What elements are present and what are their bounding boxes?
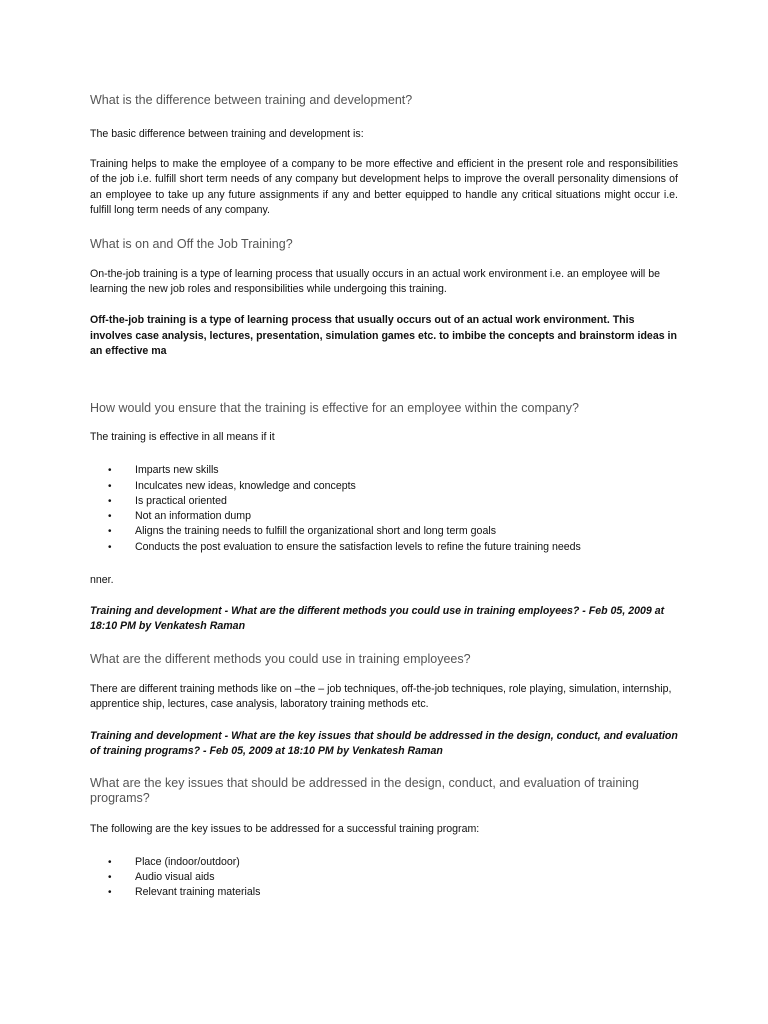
list-item-text: Imparts new skills bbox=[135, 464, 219, 477]
paragraph-training-methods: There are different training methods like on –the – job techniques, off-the-job techniques, role playing, simulation, internship, apprentice ship, lectures, case analysis, laboratory training methods etc. bbox=[90, 682, 672, 710]
list-item bbox=[108, 855, 678, 870]
list-item-text: Aligns the training needs to fulfill the organizational short and long term goals bbox=[135, 525, 496, 538]
list-item bbox=[108, 463, 678, 478]
list-item-text: Place (indoor/outdoor) bbox=[135, 855, 240, 868]
bullet-icon: • bbox=[108, 541, 112, 553]
list-item-text: Conducts the post evaluation to ensure the satisfaction levels to refine the future training needs bbox=[135, 540, 581, 553]
paragraph-off-the-job: Off-the-job training is a type of learning process that usually occurs out of an actual work environment. This involves case analysis, lectures, presentation, simulation games etc. to imbibe the concepts and brainstorm ideas in an effective ma bbox=[90, 314, 677, 357]
list-item bbox=[108, 540, 678, 555]
heading-training-methods: What are the different methods you could use in training employees? bbox=[90, 651, 471, 666]
paragraph-training-vs-development-body: Training helps to make the employee of a company to be more effective and efficient in the present role and responsibilities of the job i.e. fulfill short term needs of any company but development helps to improve the overall personality dimensions of an employee to take up any future assignments if any and better equipped to handle any critical situations might occur i.e. fulfill long term needs of any company. bbox=[90, 158, 678, 216]
bullet-icon: • bbox=[108, 887, 112, 899]
bullet-icon: • bbox=[108, 511, 112, 523]
paragraph-basic-difference-intro: The basic difference between training and development is: bbox=[90, 128, 364, 140]
list-item-text: Relevant training materials bbox=[135, 886, 261, 899]
list-item bbox=[108, 870, 678, 885]
list-item bbox=[108, 524, 678, 539]
document-page bbox=[90, 93, 678, 901]
list-item-text: Audio visual aids bbox=[135, 870, 215, 883]
paragraph-effective-intro: The training is effective in all means if it bbox=[90, 431, 275, 444]
bullet-icon: • bbox=[108, 480, 112, 492]
paragraph-on-the-job: On-the-job training is a type of learning process that usually occurs in an actual work environment i.e. an employee will be learning the new job roles and responsibilities while undergoing this training. bbox=[90, 268, 661, 296]
list-item bbox=[108, 509, 678, 524]
list-item-text: Inculcates new ideas, knowledge and concepts bbox=[135, 479, 356, 492]
effective-training-list bbox=[90, 463, 678, 555]
bullet-icon: • bbox=[108, 465, 112, 477]
list-item-text: Not an information dump bbox=[135, 510, 252, 523]
key-issues-list bbox=[90, 855, 678, 901]
list-item bbox=[108, 494, 678, 509]
heading-effective-training: How would you ensure that the training is effective for an employee within the company? bbox=[90, 401, 579, 416]
list-item bbox=[108, 479, 678, 494]
heading-on-off-job-training: What is on and Off the Job Training? bbox=[90, 237, 293, 252]
list-item-text: Is practical oriented bbox=[135, 494, 227, 507]
paragraph-key-issues-intro: The following are the key issues to be addressed for a successful training program: bbox=[90, 823, 480, 836]
bullet-icon: • bbox=[108, 495, 112, 507]
heading-key-issues: What are the key issues that should be addressed in the design, conduct, and evaluation of training programs? bbox=[90, 776, 639, 806]
bullet-icon: • bbox=[108, 871, 112, 883]
heading-training-vs-development: What is the difference between training and development? bbox=[90, 93, 413, 107]
bullet-icon: • bbox=[108, 856, 112, 868]
list-item bbox=[108, 885, 678, 900]
byline-key-issues: Training and development - What are the key issues that should be addressed in the design, conduct, and evaluation of training programs? - Feb 05, 2009 at 18:10 PM by Venkatesh Raman bbox=[90, 730, 678, 758]
paragraph-continuation: nner. bbox=[90, 574, 114, 587]
bullet-icon: • bbox=[108, 526, 112, 538]
byline-methods: Training and development - What are the different methods you could use in training employees? - Feb 05, 2009 at 18:10 PM by Venkatesh Raman bbox=[90, 605, 665, 633]
